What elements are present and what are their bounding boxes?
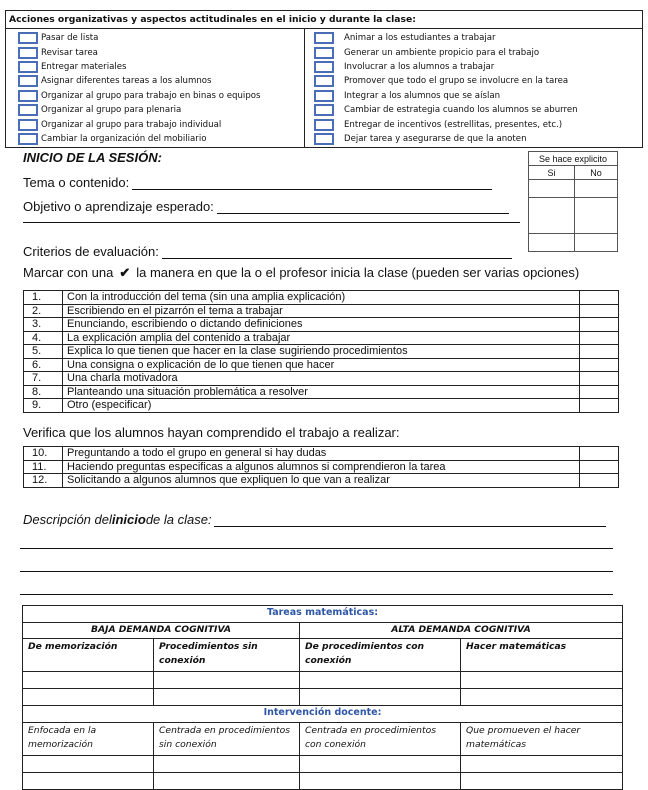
- check-cell[interactable]: [580, 447, 619, 461]
- column-header: De procedimientos con conexión: [300, 639, 461, 672]
- action-item: Revisar tarea: [6, 45, 304, 59]
- actions-right-column: [305, 29, 642, 148]
- checkbox[interactable]: [314, 119, 334, 131]
- baja-demanda-header: BAJA DEMANDA COGNITIVA: [23, 623, 300, 639]
- table-cell[interactable]: [154, 773, 300, 790]
- checkbox[interactable]: [18, 119, 38, 131]
- action-item: Generar un ambiente propicio para el trabajo: [305, 45, 642, 59]
- actions-left-column: [6, 29, 305, 148]
- intervencion-title: Intervención docente:: [23, 706, 623, 723]
- actions-table: [5, 10, 643, 148]
- checkbox[interactable]: [314, 90, 334, 102]
- tema-field: [23, 175, 492, 190]
- table-row: 1. Con la introducción del tema (sin una amplia explicación): [24, 291, 619, 305]
- table-cell[interactable]: [300, 756, 461, 773]
- math-table: [22, 605, 623, 790]
- check-cell[interactable]: [580, 372, 619, 386]
- checkbox[interactable]: [314, 104, 334, 116]
- objetivo-label: Objetivo o aprendizaje esperado:: [23, 199, 214, 214]
- action-item: Entregar materiales: [6, 60, 304, 74]
- table-row: 2. Escribiendo en el pizarrón el tema a trabajar: [24, 304, 619, 318]
- check-cell[interactable]: [580, 474, 619, 488]
- table-row: 12. Solicitando a algunos alumnos que expliquen lo que van a realizar: [24, 474, 619, 488]
- action-item: Integrar a los alumnos que se aíslan: [305, 89, 642, 103]
- checkbox[interactable]: [314, 75, 334, 87]
- criterios-field: [23, 244, 512, 259]
- action-item: Asignar diferentes tareas a los alumnos: [6, 74, 304, 88]
- check-cell[interactable]: [580, 304, 619, 318]
- explicit-cell[interactable]: [529, 180, 575, 198]
- table-cell[interactable]: [461, 672, 623, 689]
- table-row: 3. Enunciando, escribiendo o dictando definiciones: [24, 318, 619, 332]
- table-row: 4. La explicación amplia del contenido a trabajar: [24, 331, 619, 345]
- column-header: Enfocada en la memorización: [23, 723, 154, 756]
- table-row: 9. Otro (especificar): [24, 399, 619, 413]
- check-cell[interactable]: [580, 399, 619, 413]
- checkbox[interactable]: [314, 133, 334, 145]
- explicit-cell[interactable]: [529, 198, 575, 234]
- description-line-3[interactable]: [20, 571, 613, 572]
- check-cell[interactable]: [580, 318, 619, 332]
- action-item: Dejar tarea y asegurarse de que la anoten: [305, 132, 642, 146]
- checkbox[interactable]: [314, 32, 334, 44]
- checkbox[interactable]: [18, 90, 38, 102]
- action-item: Organizar al grupo para trabajo en binas o equipos: [6, 89, 304, 103]
- column-header: Centrada en procedimientos sin conexión: [154, 723, 300, 756]
- checkbox[interactable]: [18, 32, 38, 44]
- table-row: 7. Una charla motivadora: [24, 372, 619, 386]
- table-row: 5. Explica lo que tienen que hacer en la clase sugiriendo procedimientos: [24, 345, 619, 359]
- table-cell[interactable]: [23, 689, 154, 706]
- table-cell[interactable]: [300, 689, 461, 706]
- actions-title: Acciones organizativas y aspectos actitudinales en el inicio y durante la clase:: [6, 11, 642, 29]
- table-row: 10. Preguntando a todo el grupo en general si hay dudas: [24, 447, 619, 461]
- table-cell[interactable]: [23, 672, 154, 689]
- explicit-table: [528, 151, 618, 252]
- table-row: 8. Planteando una situación problemática a resolver: [24, 385, 619, 399]
- description-field: Descripción del inicio de la clase:: [23, 512, 606, 527]
- action-item: Animar a los estudiantes a trabajar: [305, 31, 642, 45]
- checkbox[interactable]: [314, 47, 334, 59]
- checkbox[interactable]: [18, 61, 38, 73]
- objetivo-input[interactable]: [217, 199, 509, 214]
- table-row: 11. Haciendo preguntas especificas a algunos alumnos si comprendieron la tarea: [24, 460, 619, 474]
- checkbox[interactable]: [314, 61, 334, 73]
- check-cell[interactable]: [580, 460, 619, 474]
- table-cell[interactable]: [23, 756, 154, 773]
- objetivo-field: [23, 199, 509, 214]
- table-cell[interactable]: [154, 672, 300, 689]
- verify-options-table: [23, 446, 619, 488]
- objetivo-input-line-2[interactable]: [23, 222, 520, 223]
- table-cell[interactable]: [23, 773, 154, 790]
- check-cell[interactable]: [580, 331, 619, 345]
- action-item: Pasar de lista: [6, 31, 304, 45]
- explicit-si: Si: [529, 166, 575, 180]
- explicit-no: No: [575, 166, 618, 180]
- check-cell[interactable]: [580, 385, 619, 399]
- checkbox[interactable]: [18, 104, 38, 116]
- explicit-cell[interactable]: [575, 198, 618, 234]
- alta-demanda-header: ALTA DEMANDA COGNITIVA: [300, 623, 623, 639]
- explicit-cell[interactable]: [575, 234, 618, 252]
- criterios-label: Criterios de evaluación:: [23, 244, 159, 259]
- column-header: Procedimientos sin conexión: [154, 639, 300, 672]
- verify-label: Verifica que los alumnos hayan comprendido el trabajo a realizar:: [23, 425, 400, 440]
- column-header: De memorización: [23, 639, 154, 672]
- check-cell[interactable]: [580, 358, 619, 372]
- action-item: Cambiar de estrategia cuando los alumnos se aburren: [305, 103, 642, 117]
- tema-label: Tema o contenido:: [23, 175, 130, 190]
- table-row: 6. Una consigna o explicación de lo que tienen que hacer: [24, 358, 619, 372]
- table-cell[interactable]: [461, 689, 623, 706]
- column-header: Centrada en procedimientos con conexión: [300, 723, 461, 756]
- action-item: Entregar de incentivos (estrellitas, presentes, etc.): [305, 117, 642, 131]
- action-item: Cambiar la organización del mobiliario: [6, 132, 304, 146]
- column-header: Hacer matemáticas: [461, 639, 623, 672]
- mark-instruction: Marcar con una ✔ la manera en que la o el profesor inicia la clase (pueden ser varias opciones): [23, 265, 580, 280]
- explicit-header: Se hace explicito: [529, 152, 618, 166]
- checkbox[interactable]: [18, 75, 38, 87]
- table-cell[interactable]: [300, 773, 461, 790]
- table-cell[interactable]: [461, 773, 623, 790]
- check-cell[interactable]: [580, 345, 619, 359]
- tema-input[interactable]: [132, 175, 492, 190]
- checkbox[interactable]: [18, 133, 38, 145]
- table-cell[interactable]: [300, 672, 461, 689]
- table-cell[interactable]: [154, 756, 300, 773]
- start-options-table: [23, 290, 619, 413]
- table-cell[interactable]: [154, 689, 300, 706]
- action-item: Organizar al grupo para trabajo individual: [6, 117, 304, 131]
- criterios-input[interactable]: [162, 244, 512, 259]
- description-input[interactable]: [214, 512, 606, 527]
- description-line-4[interactable]: [20, 594, 613, 595]
- description-line-2[interactable]: [20, 548, 613, 549]
- tareas-title: Tareas matemáticas:: [23, 606, 623, 623]
- explicit-cell[interactable]: [575, 180, 618, 198]
- explicit-cell[interactable]: [529, 234, 575, 252]
- checkbox[interactable]: [18, 47, 38, 59]
- table-cell[interactable]: [461, 756, 623, 773]
- action-item: Promover que todo el grupo se involucre en la tarea: [305, 74, 642, 88]
- action-item: Organizar al grupo para plenaria: [6, 103, 304, 117]
- checkmark-icon: ✔: [119, 265, 131, 280]
- column-header: Que promueven el hacer matemáticas: [461, 723, 623, 756]
- action-item: Involucrar a los alumnos a trabajar: [305, 60, 642, 74]
- session-title: INICIO DE LA SESIÓN:: [23, 150, 162, 165]
- check-cell[interactable]: [580, 291, 619, 305]
